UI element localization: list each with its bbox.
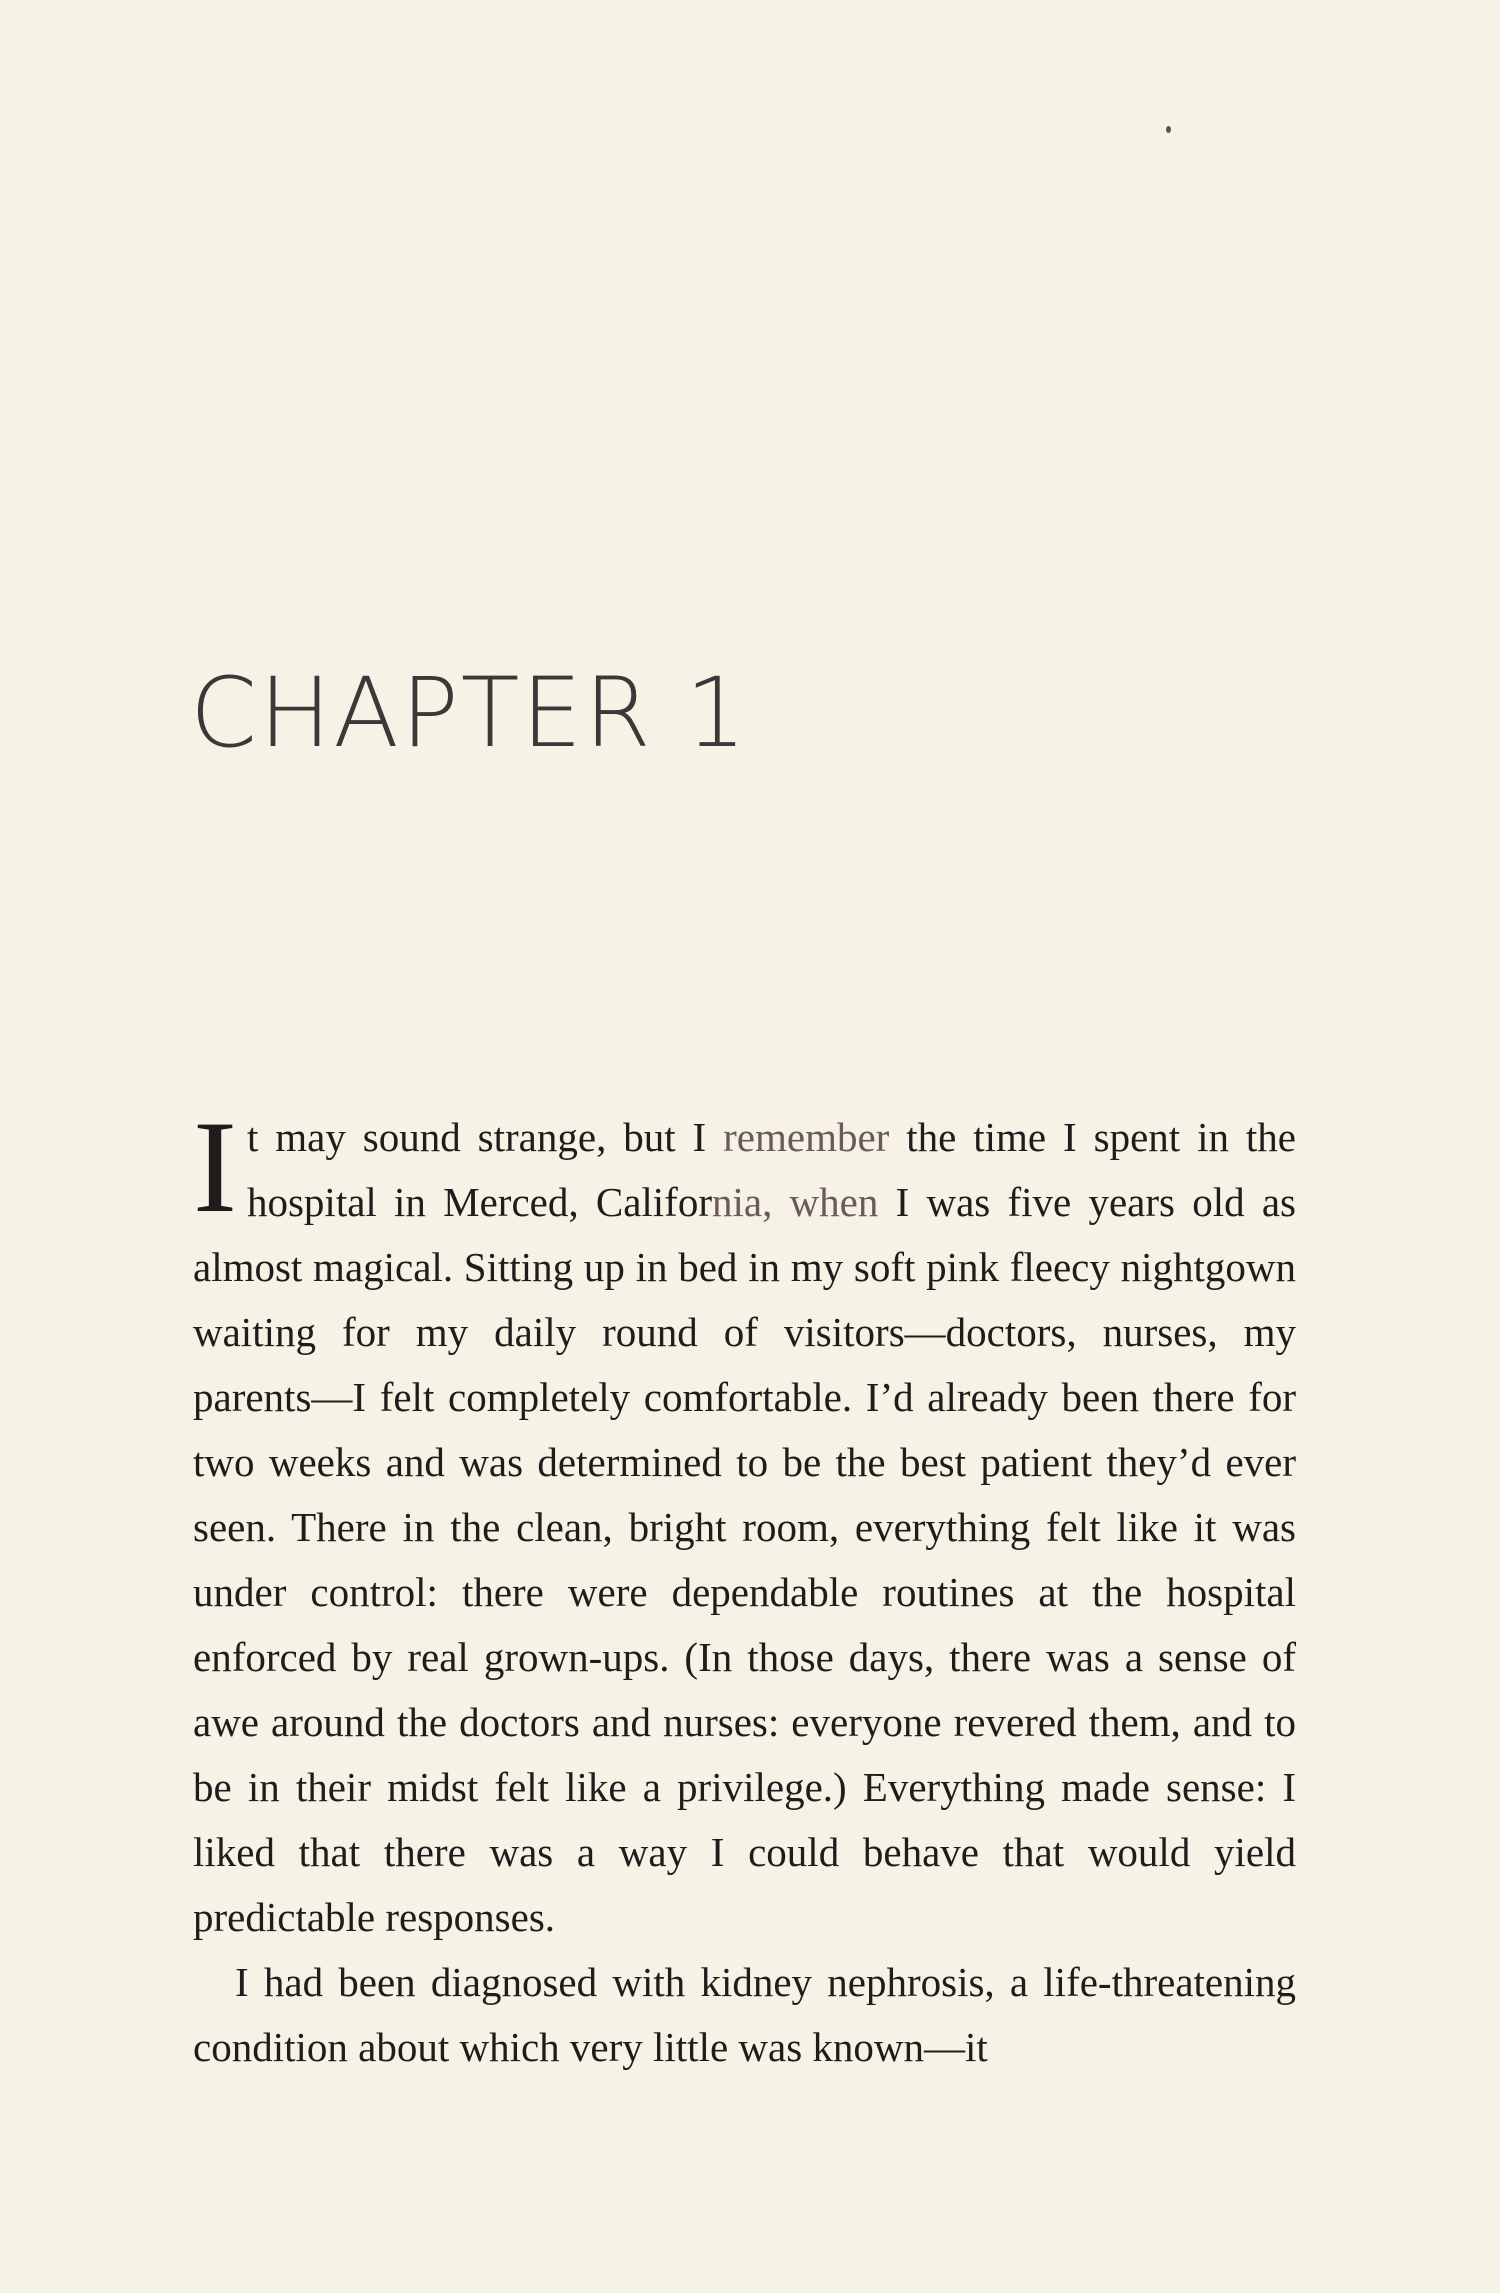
paragraph-1 [193,1093,1296,1950]
body-text [193,1093,1296,2080]
paragraph-1-lead: t may sound strange, but I [246,1114,724,1160]
ink-speck [1166,126,1171,133]
paragraph-1-rest: I was five years old as almost magical. Sitting up in bed in my soft pink fleecy nightgown waiting for my daily round of visitors—doctors, nurses, my parents—I felt completely comfortable. I’d already been there for two weeks and was determined to be the best patient they’d ever seen. There in the clean, bright room, everything felt like it was under control: there were dependable routines at the hospital enforced by real grown-ups. (In those days, there was a sense of awe around the doctors and nurses: everyone revered them, and to be in their midst felt like a privilege.) Everything made sense: I liked that there was a way I could behave that would yield predictable responses. [193,1179,1296,1940]
paragraph-1-faded-word-1: remember [723,1114,890,1160]
chapter-heading: CHAPTER 1 [190,657,749,769]
paragraph-1-faded-word-2: nia, when [711,1179,879,1225]
paragraph-2: I had been diagnosed with kidney nephrosis, a life-threatening condition about which very little was known—it [193,1959,1296,2070]
drop-cap: I [193,1093,237,1240]
paragraph-1-mid: the time I spent in the hospital in Merced, Califor [246,1114,1296,1225]
